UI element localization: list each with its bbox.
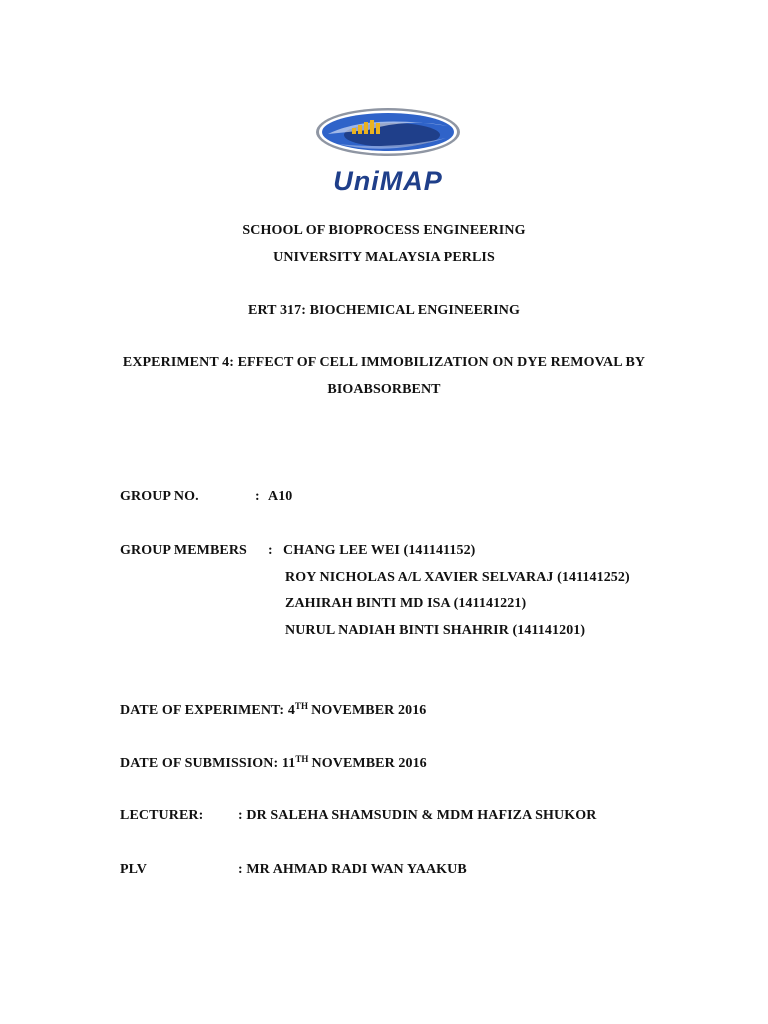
group-no-label: GROUP NO. (120, 489, 199, 504)
logo-bar (376, 123, 380, 134)
group-members-separator: : (268, 543, 273, 558)
plv-label: PLV (120, 862, 148, 877)
member-item: ROY NICHOLAS A/L XAVIER SELVARAJ (141141252) (285, 570, 630, 585)
date-of-submission-month-year: NOVEMBER 2016 (311, 756, 427, 771)
logo-bar (370, 120, 374, 134)
experiment-title-line2: BIOABSORBENT (327, 382, 441, 397)
date-of-experiment-ordinal: TH (294, 701, 309, 711)
date-of-submission-day: 11 (281, 756, 296, 771)
logo-wordmark: UniMAP (333, 166, 443, 196)
course-title: ERT 317: BIOCHEMICAL ENGINEERING (248, 303, 520, 318)
school-name: SCHOOL OF BIOPROCESS ENGINEERING (242, 223, 526, 238)
logo-bar (364, 122, 368, 134)
group-no-value: A10 (268, 489, 293, 504)
date-of-submission (120, 755, 427, 773)
date-of-experiment-label: DATE OF EXPERIMENT: (120, 703, 285, 718)
logo-bar (352, 128, 356, 134)
date-of-submission-label: DATE OF SUBMISSION: (120, 756, 279, 771)
logo-bar (358, 125, 362, 134)
lecturer-label: LECTURER: (120, 808, 204, 823)
unimap-logo (308, 104, 468, 196)
date-of-submission-ordinal: TH (295, 754, 309, 764)
plv-value: : MR AHMAD RADI WAN YAAKUB (238, 862, 467, 877)
date-of-experiment-day: 4 (287, 703, 295, 718)
member-item: NURUL NADIAH BINTI SHAHRIR (141141201) (285, 623, 586, 638)
university-name: UNIVERSITY MALAYSIA PERLIS (273, 250, 495, 265)
group-members-label: GROUP MEMBERS (120, 543, 247, 558)
date-of-experiment-month-year: NOVEMBER 2016 (311, 703, 427, 718)
member-item: CHANG LEE WEI (141141152) (283, 543, 476, 558)
experiment-title-line1: EXPERIMENT 4: EFFECT OF CELL IMMOBILIZATION ON DYE REMOVAL BY (122, 355, 646, 370)
group-no-separator: : (255, 489, 260, 504)
member-item: ZAHIRAH BINTI MD ISA (141141221) (285, 596, 527, 611)
unimap-logo-graphic (308, 104, 468, 196)
date-of-experiment (120, 702, 426, 720)
lecturer-value: : DR SALEHA SHAMSUDIN & MDM HAFIZA SHUKOR (238, 808, 597, 823)
